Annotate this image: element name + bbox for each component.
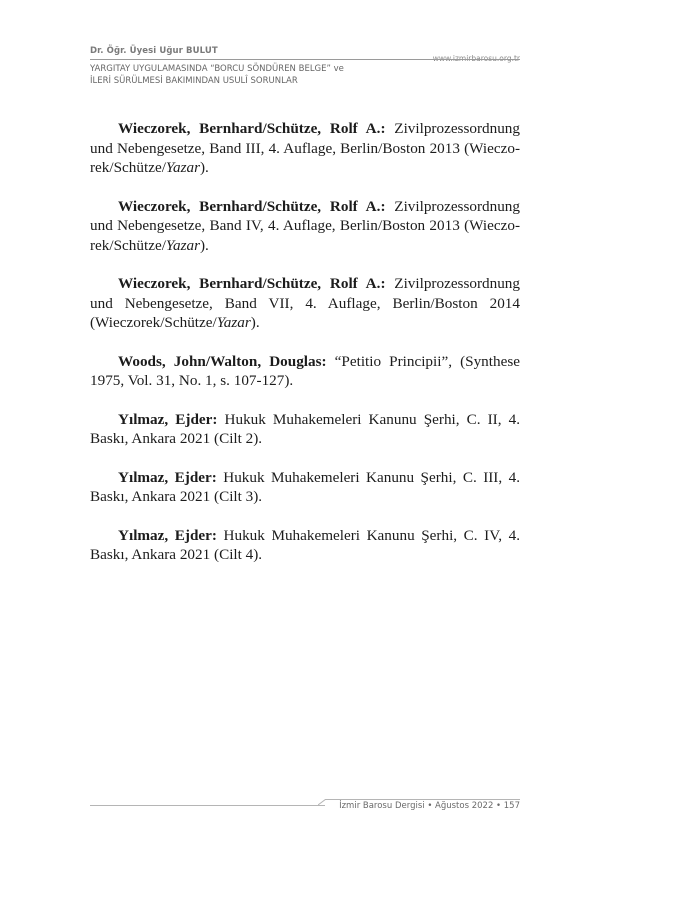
bibliography-entry [90, 119, 520, 178]
entry-italic: Yazar [165, 159, 200, 176]
footer-divider-left [90, 805, 325, 806]
entry-text: Hukuk Muhakemeleri Kanunu Şerhi, C. II, 4. Baskı, Ankara 2021 (Cilt 2). [90, 410, 520, 447]
bibliography-entry [90, 468, 520, 507]
author-name: Dr. Öğr. Üyesi Uğur BULUT [90, 46, 218, 56]
bibliography-entry [90, 352, 520, 391]
entry-author: Woods, John/Walton, Douglas: [118, 352, 327, 370]
bibliography-entry [90, 197, 520, 256]
article-title [90, 63, 420, 87]
entry-author: Wieczorek, Bernhard/Schütze, Rolf A.: [118, 275, 386, 292]
entry-author: Yılmaz, Ejder: [118, 468, 217, 486]
bibliography-list [90, 119, 520, 584]
entry-italic: Yazar [216, 314, 251, 331]
bibliography-entry [90, 274, 520, 333]
entry-text: Hukuk Muhakemeleri Kanunu Şerhi, C. III, 4. Baskı, Ankara 2021 (Cilt 3). [90, 468, 520, 505]
website-url: www.izmirbarosu.org.tr [432, 54, 520, 63]
footer-divider-right [325, 799, 520, 800]
entry-text: Hukuk Muhakemeleri Kanunu Şerhi, C. IV, 4. Baskı, Ankara 2021 (Cilt 4). [90, 526, 520, 563]
bibliography-entry [90, 410, 520, 449]
bibliography-entry [90, 526, 520, 565]
entry-text: Zivilprozessordnung und Nebengesetze, Band III, 4. Auflage, Berlin/Boston 2013 (Wieczorek/Schütze/ [90, 120, 520, 176]
entry-end: ). [250, 314, 260, 331]
entry-text: “Petitio Principii”, (Synthese 1975, Vol. 31, No. 1, s. 107-127). [90, 352, 520, 389]
entry-text: Zivilprozessordnung und Nebengesetze, Band IV, 4. Auflage, Berlin/Boston 2013 (Wieczorek/Schütze/ [90, 197, 520, 254]
entry-author: Yılmaz, Ejder: [118, 526, 217, 544]
entry-author: Wieczorek, Bernhard/Schütze, Rolf A.: [118, 120, 386, 137]
article-title-line-2: İLERİ SÜRÜLMESİ BAKIMINDAN USULÎ SORUNLAR [90, 76, 298, 86]
header-divider [90, 59, 520, 60]
entry-author: Wieczorek, Bernhard/Schütze, Rolf A.: [118, 197, 386, 215]
entry-italic: Yazar [165, 236, 200, 254]
entry-author: Yılmaz, Ejder: [118, 410, 218, 428]
entry-text: Zivilprozessordnung und Nebengesetze, Band VII, 4. Auflage, Berlin/Boston 2014 (Wieczorek/Schütze/ [90, 275, 520, 331]
article-title-line-1: YARGITAY UYGULAMASINDA “BORCU SÖNDÜREN BELGE” ve [90, 64, 344, 74]
entry-end: ). [199, 236, 209, 254]
page-footer: İzmir Barosu Dergisi • Ağustos 2022 • 157 [339, 801, 520, 811]
entry-end: ). [199, 159, 209, 176]
